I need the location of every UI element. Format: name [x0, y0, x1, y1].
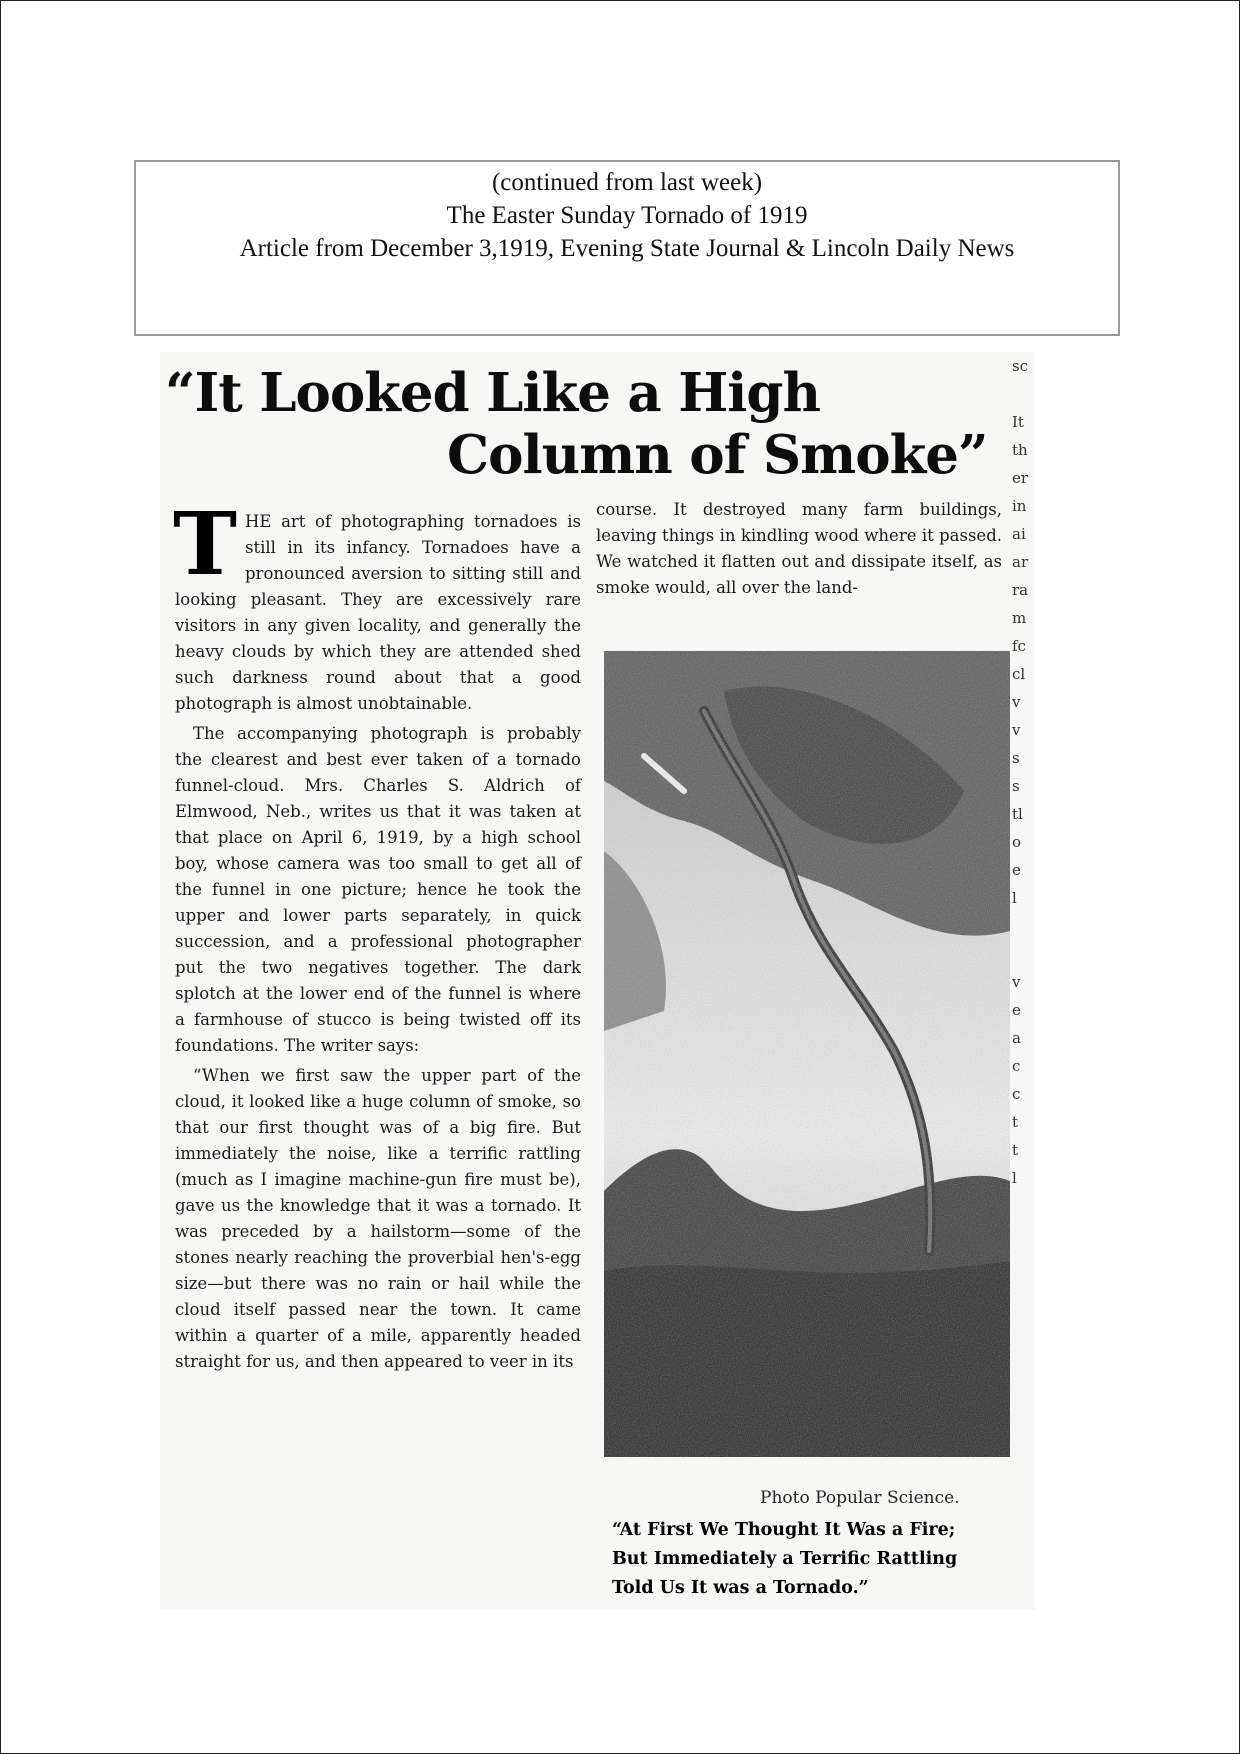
fragment: v	[1012, 973, 1021, 991]
headline-line-1: “It Looked Like a High	[165, 362, 821, 424]
fragment: cl	[1012, 665, 1026, 683]
fragment: er	[1012, 469, 1029, 487]
fragment: l	[1012, 889, 1017, 907]
caption-line-2: But Immediately a Terrific Rattling	[612, 1549, 958, 1569]
fragment: l	[1012, 1169, 1017, 1187]
fragment: c	[1012, 1085, 1021, 1103]
fragment: sc	[1012, 357, 1029, 375]
adjacent-column-fragments	[1012, 352, 1036, 1192]
fragment: ar	[1012, 553, 1029, 571]
fragment: t	[1012, 1113, 1019, 1131]
fragment: e	[1012, 861, 1021, 879]
fragment: a	[1012, 1029, 1021, 1047]
article-column-2	[596, 497, 1002, 605]
fragment: s	[1012, 749, 1020, 767]
photo-caption	[612, 1516, 1032, 1603]
caption-line-3: Told Us It was a Tornado.”	[612, 1578, 869, 1598]
header-continued: (continued from last week)	[491, 169, 763, 196]
fragment: It	[1012, 413, 1024, 431]
fragment: m	[1012, 609, 1027, 627]
photo-credit: Photo Popular Science.	[760, 1488, 960, 1508]
fragment: e	[1012, 1001, 1021, 1019]
article-paragraph-4: course. It destroyed many farm buildings, leaving things in kindling wood where it passed. We watched it flatten out and dissipate itself, as smoke would, all over the land-	[596, 500, 1002, 597]
fragment: tl	[1012, 805, 1023, 823]
article-paragraph-1	[173, 494, 581, 717]
header-box	[134, 160, 1120, 336]
fragment: fc	[1012, 637, 1026, 655]
fragment: v	[1012, 693, 1021, 711]
caption-line-1: “At First We Thought It Was a Fire;	[612, 1520, 956, 1540]
article-column-1	[173, 494, 581, 1379]
fragment: th	[1012, 441, 1028, 459]
fragment: c	[1012, 1057, 1021, 1075]
fragment	[1012, 380, 1036, 408]
fragment: ai	[1012, 525, 1026, 543]
fragment: s	[1012, 777, 1020, 795]
tornado-photo	[604, 651, 1010, 1457]
fragment: v	[1012, 721, 1021, 739]
fragment: ra	[1012, 581, 1029, 599]
header-title: The Easter Sunday Tornado of 1919	[446, 202, 808, 229]
fragment: t	[1012, 1141, 1019, 1159]
drop-cap: T	[173, 494, 237, 595]
header-source: Article from December 3,1919, Evening State Journal & Lincoln Daily News	[239, 235, 1015, 262]
tornado-photo-image	[604, 651, 1010, 1457]
fragment	[1012, 912, 1036, 940]
fragment: in	[1012, 497, 1027, 515]
article-paragraph-3: “When we first saw the upper part of the cloud, it looked like a huge column of smoke, so that our first thought was of a big fire. But immediately the noise, like a terrific rattling (much as I imagine machine-gun fire must be), gave us the knowledge that it was a tornado. It was preceded by a hailstorm—some of the stones nearly reaching the proverbial hen's-egg size—but there was no rain or hail while the cloud itself passed near the town. It came within a quarter of a mile, apparently headed straight for us, and then appeared to veer in its	[175, 1066, 581, 1371]
paragraph-1-text: HE art of photographing tornadoes is still in its infancy. Tornadoes have a pronounced aversion to sitting still and looking pleasant. They are excessively rare visitors in any given locality, and generally the heavy clouds by which they are attended shed such darkness round about that a good photograph is almost unobtainable.	[175, 512, 581, 713]
fragment	[1012, 940, 1036, 968]
headline-line-2: Column of Smoke”	[447, 424, 988, 486]
fragment: o	[1012, 833, 1022, 851]
article-paragraph-2: The accompanying photograph is probably the clearest and best ever taken of a tornado funnel-cloud. Mrs. Charles S. Aldrich of Elmwood, Neb., writes us that it was taken at that place on April 6, 1919, by a high school boy, whose camera was too small to get all of the funnel in one picture; hence he took the upper and lower parts separately, in quick succession, and a professional photographer put the two negatives together. The dark splotch at the lower end of the funnel is where a farmhouse of stucco is being twisted off its foundations. The writer says:	[175, 724, 581, 1055]
